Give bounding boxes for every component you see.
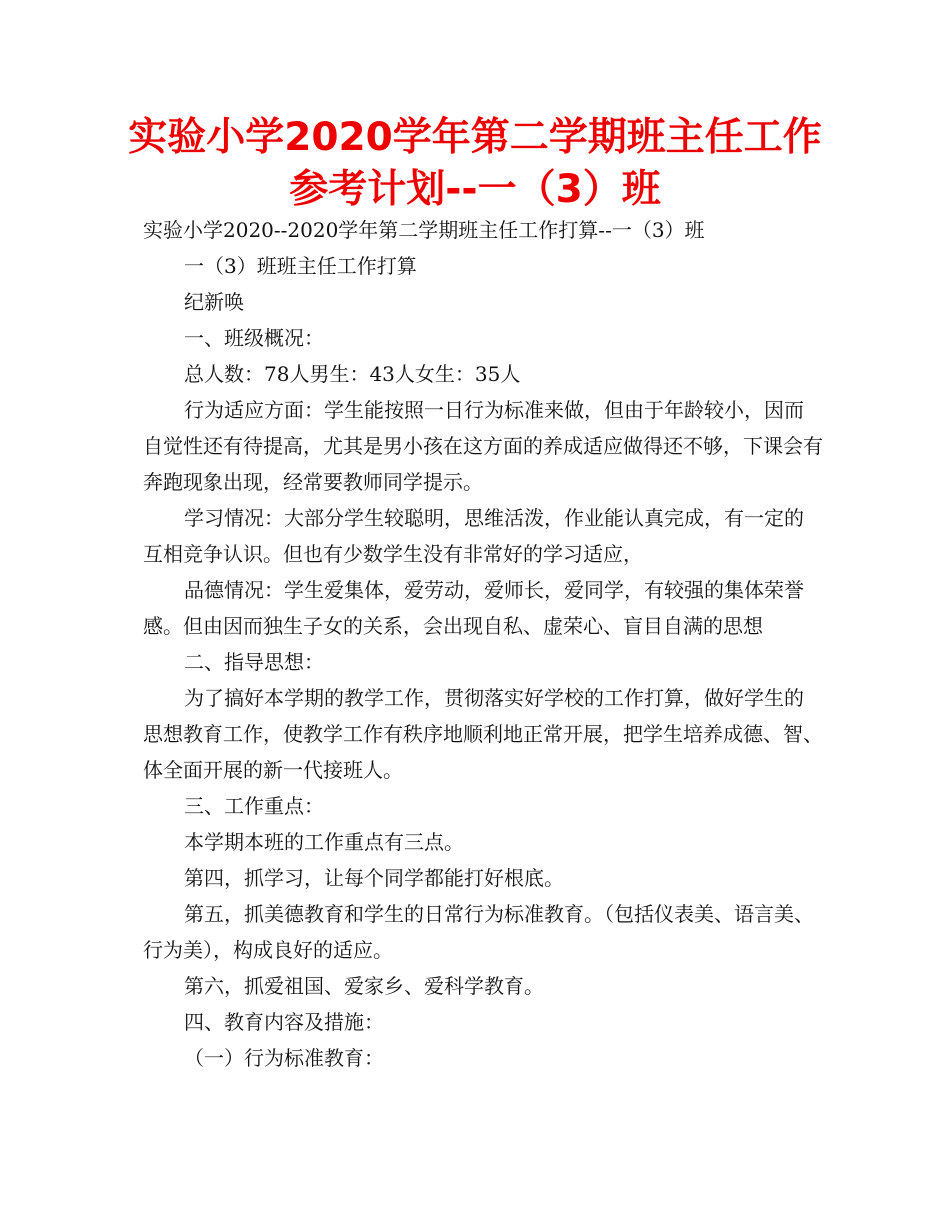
paragraph-focus-2: 第五，抓美德教育和学生的日常行为标准教育。（包括仪表美、语言美、行为美），构成良好的适应。: [143, 902, 814, 962]
section-heading-focus: 三、工作重点：: [184, 794, 324, 818]
paragraph-morality: 品德情况：学生爱集体，爱劳动，爱师长，爱同学，有较强的集体荣誉感。但由因而独生子女的关系，会出现自私、虚荣心、盲目自满的思想: [143, 578, 804, 638]
paragraph-focus-intro: 本学期本班的工作重点有三点。: [184, 830, 464, 854]
document-body: [143, 212, 823, 1076]
section-heading-overview: 一、班级概况：: [184, 326, 324, 350]
paragraph-study: 学习情况：大部分学生较聪明，思维活泼，作业能认真完成，有一定的互相竞争认识。但也有少数学生没有非常好的学习适应，: [143, 506, 804, 566]
paragraph-subtitle: 实验小学2020--2020学年第二学期班主任工作打算--一（3）班: [143, 218, 705, 242]
subsection-heading-behavior: （一）行为标准教育：: [184, 1046, 384, 1070]
section-heading-guidance: 二、指导思想：: [184, 650, 324, 674]
paragraph-headcount: 总人数：78人男生：43人女生：35人: [184, 362, 521, 386]
paragraph-author: 纪新唤: [184, 290, 244, 314]
paragraph-focus-1: 第四，抓学习，让每个同学都能打好根底。: [184, 866, 564, 890]
document-title: 实验小学2020学年第二学期班主任工作参考计划--一（3）班: [128, 115, 822, 212]
section-heading-measures: 四、教育内容及措施：: [184, 1010, 384, 1034]
paragraph-focus-3: 第六，抓爱祖国、爱家乡、爱科学教育。: [184, 974, 544, 998]
paragraph-guidance: 为了搞好本学期的教学工作，贯彻落实好学校的工作打算，做好学生的思想教育工作，使教学工作有秩序地顺利地正常开展，把学生培养成德、智、体全面开展的新一代接班人。: [143, 686, 823, 782]
paragraph-behavior: 行为适应方面：学生能按照一日行为标准来做，但由于年龄较小，因而自觉性还有待提高，尤其是男小孩在这方面的养成适应做得还不够，下课会有奔跑现象出现，经常要教师同学提示。: [143, 398, 823, 494]
paragraph-plan-heading: 一（3）班班主任工作打算: [184, 254, 417, 278]
